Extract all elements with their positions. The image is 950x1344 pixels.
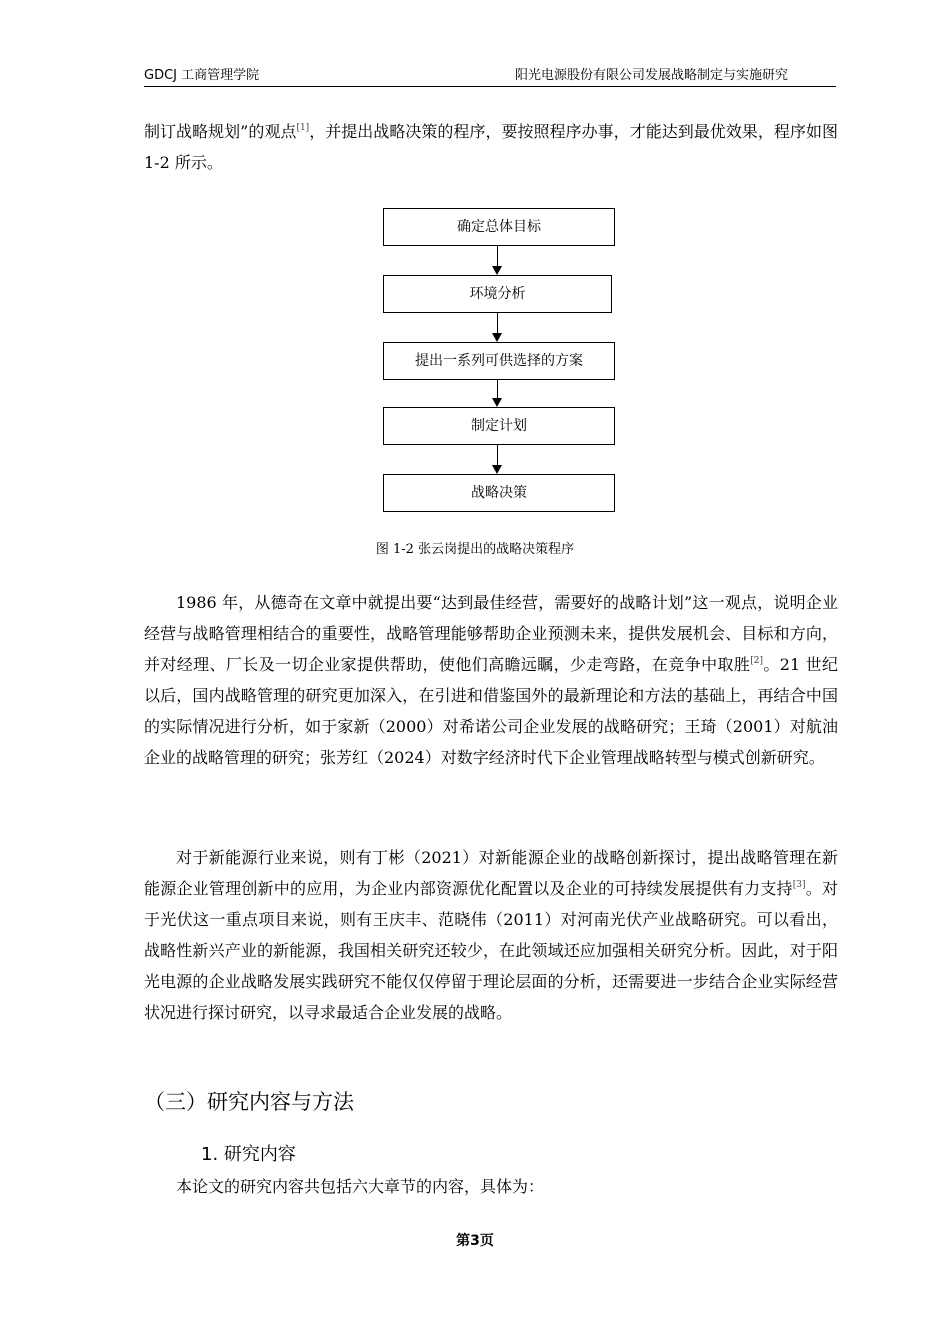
citation-2[interactable]: [2] <box>750 656 763 666</box>
header-right: 阳光电源股份有限公司发展战略制定与实施研究 <box>514 68 788 83</box>
flow-step-4: 制定计划 <box>383 407 615 445</box>
flow-arrow-4 <box>492 465 502 474</box>
figure-caption: 图 1-2 张云岗提出的战略决策程序 <box>375 542 575 557</box>
intro-text-a: 制订战略规划”的观点 <box>144 122 297 141</box>
flow-arrow-3 <box>492 398 502 407</box>
flow-arrow-1 <box>492 266 502 275</box>
paragraph-1 <box>144 587 838 773</box>
paragraph-1-text-a: 1986 年，从德奇在文章中就提出要“达到最佳经营，需要好的战略计划”这一观点，说明企业经营与战略管理相结合的重要性，战略管理能够帮助企业预测未来，提供发展机会、目标和方向，并对经理、厂长及一切企业家提供帮助，使他们高瞻远瞩，少走弯路，在竞争中取胜 <box>144 593 838 674</box>
page-header <box>144 64 836 87</box>
paragraph-2-text-b: 。对于光伏这一重点项目来说，则有王庆丰、范晓伟（2011）对河南光伏产业战略研究。可以看出，战略性新兴产业的新能源，我国相关研究还较少，在此领域还应加强相关研究分析。因此，对于阳光电源的企业战略发展实践研究不能仅仅停留于理论层面的分析，还需要进一步结合企业实际经营状况进行探讨研究，以寻求最适合企业发展的战略。 <box>144 879 838 1022</box>
flow-connector-3 <box>497 380 498 400</box>
flow-step-1: 确定总体目标 <box>383 208 615 246</box>
citation-1[interactable]: [1] <box>296 123 310 133</box>
citation-3[interactable]: [3] <box>792 880 806 890</box>
section-text: 本论文的研究内容共包括六大章节的内容，具体为： <box>176 1177 545 1196</box>
flow-step-2: 环境分析 <box>383 275 612 313</box>
page-number: 第3页 <box>456 1233 494 1249</box>
intro-paragraph <box>144 116 838 178</box>
flow-step-5: 战略决策 <box>383 474 615 512</box>
section-heading: （三）研究内容与方法 <box>144 1090 354 1114</box>
intro-text-b: ，并提出战略决策的程序，要按照程序办事，才能达到最优效果，程序如图 1-2 所示。 <box>144 122 838 172</box>
paragraph-1-text-b: 。21 世纪以后，国内战略管理的研究更加深入，在引进和借鉴国外的最新理论和方法的基础上，再结合中国的实际情况进行分析，如于家新（2000）对希诺公司企业发展的战略研究；王琦（2001）对航油企业的战略管理的研究；张芳红（2024）对数字经济时代下企业管理战略转型与模式创新研究。 <box>144 655 838 767</box>
flow-connector-1 <box>497 246 498 266</box>
flow-connector-4 <box>497 445 498 465</box>
paragraph-2-text-a: 对于新能源行业来说，则有丁彬（2021）对新能源企业的战略创新探讨，提出战略管理在新能源企业管理创新中的应用，为企业内部资源优化配置以及企业的可持续发展提供有力支持 <box>144 848 838 898</box>
paragraph-2 <box>144 842 838 1028</box>
flow-arrow-2 <box>492 333 502 342</box>
flow-connector-2 <box>497 313 498 333</box>
flow-step-3: 提出一系列可供选择的方案 <box>383 342 615 380</box>
subsection-heading: 1. 研究内容 <box>201 1144 296 1165</box>
header-left: GDCJ 工商管理学院 <box>144 68 260 83</box>
